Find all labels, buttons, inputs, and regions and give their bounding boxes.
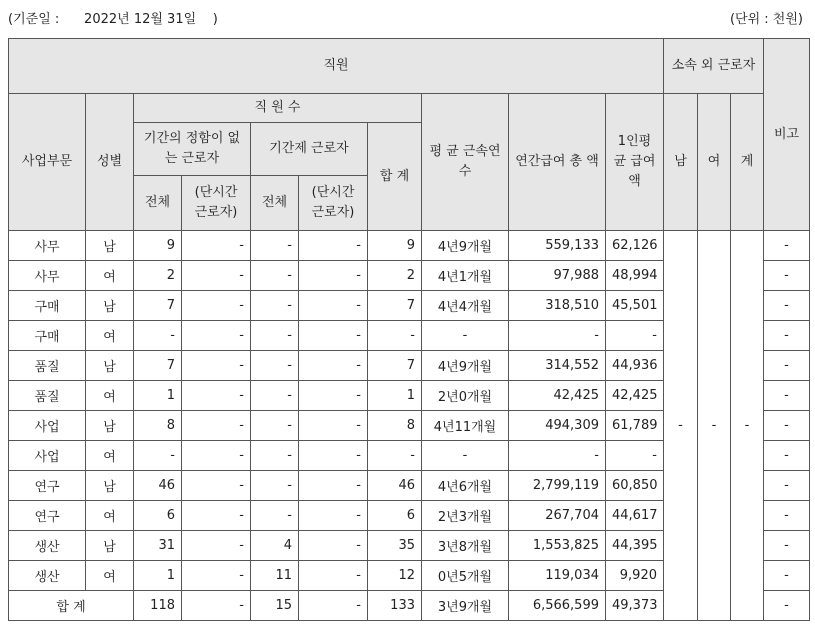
annual-pay-cell: 97,988 xyxy=(509,261,606,291)
gender-cell: 여 xyxy=(86,561,134,591)
avg-pay-cell: - xyxy=(606,321,664,351)
permanent-count-cell: 7 xyxy=(134,351,182,381)
permanent-parttime-cell: - xyxy=(182,471,251,501)
gender-cell: 여 xyxy=(86,501,134,531)
total-permanent-cell: 118 xyxy=(134,591,182,621)
permanent-parttime-cell: - xyxy=(182,351,251,381)
contract-parttime-cell: - xyxy=(299,531,368,561)
contract-header: 기간제 근로자 xyxy=(251,123,368,176)
remark-cell: - xyxy=(764,381,810,411)
gender-cell: 여 xyxy=(86,381,134,411)
contract-count-cell: - xyxy=(251,351,299,381)
gender-cell: 남 xyxy=(86,531,134,561)
annual-pay-cell: 2,799,119 xyxy=(509,471,606,501)
annual-pay-cell: 267,704 xyxy=(509,501,606,531)
outside-subtotal-header: 계 xyxy=(731,94,764,231)
contract-count-cell: - xyxy=(251,291,299,321)
division-cell: 사무 xyxy=(9,231,86,261)
avg-tenure-cell: 2년3개월 xyxy=(422,501,509,531)
avg-tenure-cell: - xyxy=(422,441,509,471)
total-count-header: 합 계 xyxy=(368,123,422,231)
total-count-cell: 2 xyxy=(368,261,422,291)
permanent-parttime-cell: - xyxy=(182,231,251,261)
contract-count-cell: - xyxy=(251,381,299,411)
table-row xyxy=(9,231,810,261)
avg-pay-header: 1인평균 급여액 xyxy=(606,94,664,231)
contract-count-cell: - xyxy=(251,261,299,291)
contract-parttime-cell: - xyxy=(299,321,368,351)
remark-cell: - xyxy=(764,531,810,561)
permanent-count-cell: 31 xyxy=(134,531,182,561)
total-count-cell: - xyxy=(368,321,422,351)
division-cell: 품질 xyxy=(9,351,86,381)
contract-count-cell: 4 xyxy=(251,531,299,561)
permanent-count-cell: 9 xyxy=(134,231,182,261)
gender-cell: 남 xyxy=(86,291,134,321)
permanent-count-cell: - xyxy=(134,441,182,471)
permanent-parttime-cell: - xyxy=(182,501,251,531)
contract-parttime-cell: - xyxy=(299,441,368,471)
total-avg-pay-cell: 49,373 xyxy=(606,591,664,621)
permanent-parttime-cell: - xyxy=(182,321,251,351)
division-header: 사업부문 xyxy=(9,94,86,231)
annual-pay-cell: - xyxy=(509,321,606,351)
division-cell: 연구 xyxy=(9,501,86,531)
avg-tenure-cell: 4년9개월 xyxy=(422,231,509,261)
contract-all-header: 전체 xyxy=(251,176,299,231)
division-cell: 품질 xyxy=(9,381,86,411)
permanent-parttime-cell: - xyxy=(182,411,251,441)
contract-count-cell: - xyxy=(251,321,299,351)
avg-tenure-cell: 0년5개월 xyxy=(422,561,509,591)
avg-tenure-cell: 4년6개월 xyxy=(422,471,509,501)
total-count-cell: 6 xyxy=(368,501,422,531)
remark-cell: - xyxy=(764,411,810,441)
remark-cell: - xyxy=(764,261,810,291)
permanent-all-header: 전체 xyxy=(134,176,182,231)
total-count-cell: 7 xyxy=(368,291,422,321)
avg-tenure-cell: 3년8개월 xyxy=(422,531,509,561)
permanent-parttime-cell: - xyxy=(182,291,251,321)
gender-cell: 남 xyxy=(86,471,134,501)
permanent-count-cell: 6 xyxy=(134,501,182,531)
permanent-count-cell: - xyxy=(134,321,182,351)
avg-tenure-cell: 4년1개월 xyxy=(422,261,509,291)
contract-count-cell: - xyxy=(251,231,299,261)
division-cell: 사업 xyxy=(9,441,86,471)
remark-cell: - xyxy=(764,321,810,351)
avg-pay-cell: 9,920 xyxy=(606,561,664,591)
avg-pay-cell: 44,936 xyxy=(606,351,664,381)
total-remark-cell: - xyxy=(764,591,810,621)
avg-pay-cell: 42,425 xyxy=(606,381,664,411)
annual-pay-cell: 119,034 xyxy=(509,561,606,591)
base-date-label: (기준일 : 2022년 12월 31일 ) xyxy=(8,12,218,27)
employee-status-table xyxy=(8,38,810,621)
permanent-header: 기간의 정함이 없는 근로자 xyxy=(134,123,251,176)
remark-cell: - xyxy=(764,441,810,471)
contract-count-cell: 11 xyxy=(251,561,299,591)
gender-cell: 남 xyxy=(86,351,134,381)
remarks-header: 비고 xyxy=(764,39,810,231)
division-cell: 생산 xyxy=(9,561,86,591)
avg-tenure-cell: 4년4개월 xyxy=(422,291,509,321)
outside-workers-header: 소속 외 근로자 xyxy=(664,39,764,94)
contract-parttime-cell: - xyxy=(299,381,368,411)
contract-parttime-header: (단시간 근로자) xyxy=(299,176,368,231)
division-cell: 생산 xyxy=(9,531,86,561)
contract-parttime-cell: - xyxy=(299,501,368,531)
permanent-count-cell: 1 xyxy=(134,381,182,411)
total-count-cell: - xyxy=(368,441,422,471)
division-cell: 구매 xyxy=(9,291,86,321)
division-cell: 사업 xyxy=(9,411,86,441)
remark-cell: - xyxy=(764,351,810,381)
remark-cell: - xyxy=(764,501,810,531)
total-annual-pay-cell: 6,566,599 xyxy=(509,591,606,621)
division-cell: 구매 xyxy=(9,321,86,351)
avg-tenure-header: 평 균 근속연수 xyxy=(422,94,509,231)
avg-tenure-cell: 4년11개월 xyxy=(422,411,509,441)
permanent-count-cell: 46 xyxy=(134,471,182,501)
total-label-cell: 합 계 xyxy=(9,591,134,621)
contract-parttime-cell: - xyxy=(299,471,368,501)
contract-count-cell: - xyxy=(251,471,299,501)
permanent-count-cell: 2 xyxy=(134,261,182,291)
gender-cell: 여 xyxy=(86,441,134,471)
employees-header: 직원 xyxy=(9,39,664,94)
total-count-cell: 7 xyxy=(368,351,422,381)
annual-pay-cell: 494,309 xyxy=(509,411,606,441)
permanent-parttime-cell: - xyxy=(182,441,251,471)
outside-male-header: 남 xyxy=(664,94,698,231)
contract-count-cell: - xyxy=(251,411,299,441)
contract-parttime-cell: - xyxy=(299,261,368,291)
gender-header: 성별 xyxy=(86,94,134,231)
annual-pay-cell: 1,553,825 xyxy=(509,531,606,561)
contract-parttime-cell: - xyxy=(299,351,368,381)
outside-female-header: 여 xyxy=(698,94,731,231)
avg-pay-cell: 61,789 xyxy=(606,411,664,441)
avg-pay-cell: 60,850 xyxy=(606,471,664,501)
avg-pay-cell: 44,395 xyxy=(606,531,664,561)
contract-parttime-cell: - xyxy=(299,561,368,591)
outside-female-cell: - xyxy=(698,231,731,621)
contract-parttime-cell: - xyxy=(299,231,368,261)
gender-cell: 남 xyxy=(86,411,134,441)
total-permanent-parttime-cell: - xyxy=(182,591,251,621)
permanent-parttime-cell: - xyxy=(182,261,251,291)
total-contract-parttime-cell: - xyxy=(299,591,368,621)
total-count-cell: 8 xyxy=(368,411,422,441)
avg-tenure-cell: - xyxy=(422,321,509,351)
total-count-cell: 46 xyxy=(368,471,422,501)
avg-tenure-cell: 2년0개월 xyxy=(422,381,509,411)
remark-cell: - xyxy=(764,561,810,591)
division-cell: 사무 xyxy=(9,261,86,291)
total-count-cell: 35 xyxy=(368,531,422,561)
division-cell: 연구 xyxy=(9,471,86,501)
total-contract-cell: 15 xyxy=(251,591,299,621)
headcount-header: 직 원 수 xyxy=(134,94,422,123)
permanent-count-cell: 8 xyxy=(134,411,182,441)
permanent-parttime-cell: - xyxy=(182,561,251,591)
avg-pay-cell: - xyxy=(606,441,664,471)
permanent-parttime-cell: - xyxy=(182,381,251,411)
avg-pay-cell: 44,617 xyxy=(606,501,664,531)
permanent-count-cell: 1 xyxy=(134,561,182,591)
outside-subtotal-cell: - xyxy=(731,231,764,621)
unit-label: (단위 : 천원) xyxy=(729,12,803,27)
remark-cell: - xyxy=(764,231,810,261)
annual-pay-cell: 42,425 xyxy=(509,381,606,411)
remark-cell: - xyxy=(764,291,810,321)
annual-pay-cell: 314,552 xyxy=(509,351,606,381)
avg-pay-cell: 48,994 xyxy=(606,261,664,291)
avg-pay-cell: 62,126 xyxy=(606,231,664,261)
contract-parttime-cell: - xyxy=(299,411,368,441)
annual-pay-cell: - xyxy=(509,441,606,471)
contract-count-cell: - xyxy=(251,441,299,471)
permanent-parttime-header: (단시간 근로자) xyxy=(182,176,251,231)
gender-cell: 여 xyxy=(86,321,134,351)
gender-cell: 여 xyxy=(86,261,134,291)
total-count-cell: 1 xyxy=(368,381,422,411)
total-count-cell: 133 xyxy=(368,591,422,621)
remark-cell: - xyxy=(764,471,810,501)
avg-pay-cell: 45,501 xyxy=(606,291,664,321)
annual-pay-cell: 559,133 xyxy=(509,231,606,261)
annual-pay-header: 연간급여 총 액 xyxy=(509,94,606,231)
annual-pay-cell: 318,510 xyxy=(509,291,606,321)
contract-count-cell: - xyxy=(251,501,299,531)
total-count-cell: 12 xyxy=(368,561,422,591)
contract-parttime-cell: - xyxy=(299,291,368,321)
total-count-cell: 9 xyxy=(368,231,422,261)
permanent-count-cell: 7 xyxy=(134,291,182,321)
total-tenure-cell: 3년9개월 xyxy=(422,591,509,621)
permanent-parttime-cell: - xyxy=(182,531,251,561)
gender-cell: 남 xyxy=(86,231,134,261)
outside-male-cell: - xyxy=(664,231,698,621)
avg-tenure-cell: 4년9개월 xyxy=(422,351,509,381)
